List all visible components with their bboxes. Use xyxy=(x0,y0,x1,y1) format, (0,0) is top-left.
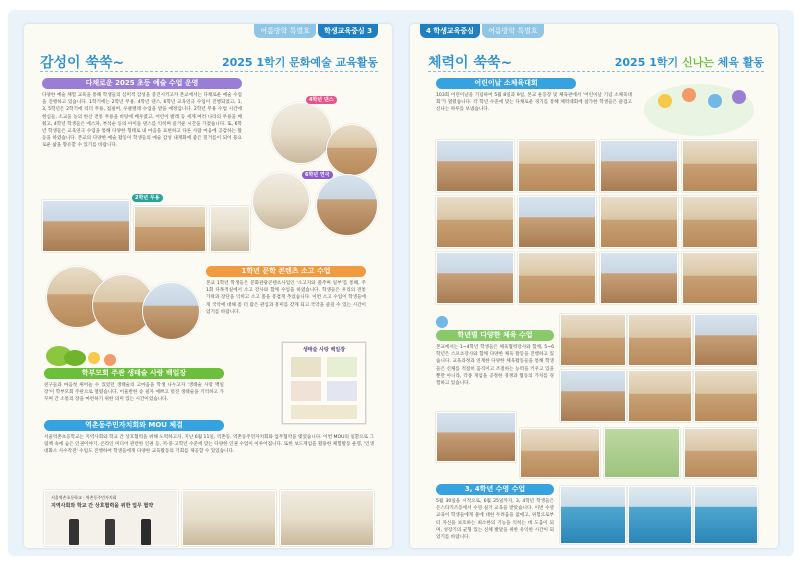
subtitle-accent: 신나는 xyxy=(681,56,714,69)
photo-sports-day xyxy=(682,252,758,304)
photo-drama-class-2 xyxy=(316,174,378,236)
section-band-art-classes: 다채로운 2025 초등 예술 수업 운영 xyxy=(42,78,242,89)
page-subtitle: 2025 1학기 문화예술 교육활동 xyxy=(221,56,378,69)
essay-sheet xyxy=(327,357,357,377)
section-band-sports-day: 어린이날 소체육대회 xyxy=(436,78,576,89)
kids-illustration xyxy=(104,354,116,366)
photo-dance2-b xyxy=(134,206,206,252)
right-page xyxy=(410,24,778,548)
person-figure xyxy=(105,519,115,545)
photo-sports-day xyxy=(518,196,596,248)
header-section-label: 학생교육중심 xyxy=(433,27,474,35)
essay-sheet xyxy=(327,381,357,401)
photo-pe-class xyxy=(560,370,626,422)
right-page-header xyxy=(420,24,544,38)
signing-banner-line2: 지역사회와 학교 간 상호협력을 위한 업무 협약 xyxy=(51,503,154,509)
section-text-pe-classes: 본교에서는 1~4학년 학생들은 체육협력강사와 함께, 5~6학년은 스포츠강사와 함께 다양한 체육 활동을 진행하고 있습니다. 교육과정과 연계한 다양한 체육활동들을 통해 학생들은 신체를 적절히 움직이고 조절하는 능력을 키우고 있을 뿐만 아니라, 각종 게임을 공정한 경쟁과 협동의 가치를 경험하고 있습니다. xyxy=(436,345,554,387)
essay-sheet xyxy=(291,357,321,377)
paragraph: 본교의 다양한 예술 활동이 학생들의 예술 감성 내재화에 좋은 밑거름이 되어 풍요로운 삶을 향유할 수 있기를 바랍니다. xyxy=(42,136,242,149)
photo-pe-class xyxy=(628,370,692,422)
photo-sports-day xyxy=(600,140,678,192)
section-band-swimming: 3, 4학년 수영 수업 xyxy=(436,484,554,495)
photo-mou-class-b xyxy=(280,490,374,546)
section-text-sogo: 본교 1학년 학생들은 문화관광콘텐츠사업인 '소고지와 춤추며 일부'를 통해, 주 1회 다목적실에서 소고 강사와 함께 수업을 하였습니다. 학생들은 우리의 전통 가락과 장단을 익히고 소고 춤을 흥겹게 추었습니다. 이번 소고 수업이 학생들에게 국악에 대해 좀 더 많은 관심과 흥미를 갖게 되고 국악을 즐길 수 있는 시간이었기를 바랍니다. xyxy=(206,281,366,315)
kid-figure xyxy=(658,94,672,108)
tree-illustration xyxy=(64,350,86,366)
photo-pe-class xyxy=(694,314,758,366)
photo-drama-class xyxy=(252,172,310,230)
page-number: 3 xyxy=(367,27,372,35)
kid-figure xyxy=(436,316,448,328)
photo-essay-poster xyxy=(282,342,366,424)
person-figure xyxy=(69,519,79,545)
photo-sports-day xyxy=(518,252,596,304)
section-band-mou: 역촌동주민자치회와 MOU 체결 xyxy=(44,420,224,431)
essay-sheet xyxy=(291,405,357,419)
header-section xyxy=(318,24,378,38)
photo-dance2-c xyxy=(210,206,250,252)
photo-swimming xyxy=(628,486,692,544)
page-title: 체력이 쑥쑥~ xyxy=(428,55,513,71)
photo-sports-day xyxy=(436,196,514,248)
photo-mou-signing xyxy=(44,490,178,546)
section-text-art-classes xyxy=(42,92,242,194)
title-rule xyxy=(428,71,764,72)
photo-sports-day xyxy=(600,196,678,248)
photo-swimming xyxy=(560,486,626,544)
essay-poster-title: 생태술 사랑 백일장 xyxy=(302,347,346,353)
photo-dance-class-2 xyxy=(326,124,378,176)
section-text-sports-day: 103회 어린이날을 기념하여 5월 8일과 9일, 본교 운동장 및 체육관에서 '어린이날 기념 소체육대회'가 열렸습니다. 각 학년 수준에 맞는 다채로운 경기를 통해 체력대회에 참가한 학생들은 즐겁고 신나는 하루를 보냈습니다. xyxy=(436,93,632,113)
photo-sports-day xyxy=(436,252,514,304)
newsletter-spread xyxy=(8,10,794,556)
paragraph: 2학년 무용 수업 시간에 현심들, 소교들 농의 한산 전통 무용을 바탕에 배우였고, 어린이 발레 등 세계 여러 나라의 무용을 배웠고, 4학년 학생들은 에스파, 부석순 등의 아이돌 댄스를 익히며 즐거운 시간을 가졌습니다. 또, 6학년 학생들은 교육연극 수업을 통해 다양한 형태로 내 마음을 표현하고 다른 사람 마음에 공감하는 활동을 하였습니다. xyxy=(42,107,242,142)
header-section-label: 학생교육중심 xyxy=(324,27,365,35)
paragraph: 다양한 예술 체험 교육을 통해 학생들의 심미적 감성을 증진시키고자 본교에서는 다채로운 예술 수업을 진행하고 있습니다. xyxy=(42,93,242,106)
photo-pe-class xyxy=(628,314,692,366)
photo-sports-day xyxy=(436,140,514,192)
section-text-essay: 친구들과 마음첫 뛰어놀 수 있었던 생태술의 고마움을 학생 나누고자 '생태술 사랑 백일장'이 학부모회 주관으로 열렸습니다. 어울반한 송 필자 예쁘고 멋진 생태술을 기억하고 가꾸며 간 소통의 장을 마련하기 위한 의미 있는 시간이었습니다. xyxy=(44,383,224,403)
subtitle-part: 2025 1학기 xyxy=(614,56,682,69)
kids-illustration xyxy=(88,352,100,364)
photo-pe-class xyxy=(436,412,516,462)
photo-dance2-a xyxy=(42,200,130,252)
left-page-header xyxy=(254,24,378,38)
photo-pe-class xyxy=(604,428,680,478)
photo-pe-class xyxy=(684,428,758,478)
photo-dance-class xyxy=(270,102,332,164)
page-number: 4 xyxy=(426,27,431,35)
left-page xyxy=(24,24,392,548)
photo-pe-class xyxy=(560,314,626,366)
section-band-sogo: 1학년 문학 콘텐츠 소고 수업 xyxy=(206,266,366,277)
tag-dance2: 2학년 무용 xyxy=(132,194,163,202)
kid-figure xyxy=(732,90,746,104)
kid-figure xyxy=(682,88,696,102)
title-rule xyxy=(40,71,378,72)
tag-dance4: 4학년 댄스 xyxy=(306,96,337,104)
section-band-essay: 학부모회 주관 생태술 사랑 백일장 xyxy=(44,368,224,379)
photo-sports-day xyxy=(600,252,678,304)
photo-pe-class xyxy=(694,370,758,422)
page-subtitle xyxy=(615,54,764,70)
section-band-pe-classes: 학년별 다양한 체육 수업 xyxy=(436,330,554,341)
section-text-mou: 서울역촌초등학교는 지역사회와 학교 간 상호협력을 위해 노력하고자, 지난 6월 11일, 역촌동, 역촌동주민자치회와 업무협약을 맺었습니다. 이번 MOU의 일환으로 그림책 속에 숨은 인권이야기, 온라인 미디어 관련한 인권 등, 저·중·고학년 수준에 맞는 다양한 인권 수업이 이루어집니다. 또한 보드게임을 활용한 체험활동 운영, '인생 대화소 사수작전' 수업도 진행하여 학생들에게 다양한 교육활동의 기회를 제공할 수 있었습니다. xyxy=(44,435,374,455)
kid-figure xyxy=(708,94,722,108)
person-figure xyxy=(141,519,151,545)
header-section xyxy=(420,24,480,38)
photo-sports-day xyxy=(682,196,758,248)
page-title: 감성이 쑥쑥~ xyxy=(40,55,125,71)
section-text-swimming: 5월 30일을 시작으로, 6월 25일까지, 3, 4학년 학생들은 돈스타키즈동에서 수영 실기 교육을 받았습니다. 이번 수영 교육이 학생들에게 물에 대한 두려움을 없애고, 위험으로부터 자신을 보호하는 최소한의 기능을 익히는 데 도움이 되며, 성장기의 균형 있는 신체 발달을 위한 유익한 시간이 되었기를 바랍니다. xyxy=(436,499,554,541)
essay-sheet xyxy=(291,381,321,401)
photo-swimming xyxy=(694,486,758,544)
signing-banner-line1: 서울역촌초등학교 · 역촌동주민자치회 xyxy=(51,495,117,500)
photo-sports-day xyxy=(518,140,596,192)
photo-mou-class-a xyxy=(182,490,276,546)
paragraph: 1학기에는 2학년 무용, 4학년 댄스, 6학년 교육연극 수업이 진행되었고, 1, 3, 5학년은 2학기에 리더 무용, 집필버, 우클렐레 수업을 받을 예정입니다. xyxy=(42,100,242,113)
photo-pe-class xyxy=(520,428,600,478)
tag-drama6: 6학년 연극 xyxy=(302,171,333,179)
photo-sogo-class-c xyxy=(142,282,200,340)
subtitle-part: 체육 활동 xyxy=(713,56,764,69)
header-label: 여름방학 특별호 xyxy=(482,24,544,38)
photo-sports-day xyxy=(682,140,758,192)
header-label: 여름방학 특별호 xyxy=(254,24,316,38)
